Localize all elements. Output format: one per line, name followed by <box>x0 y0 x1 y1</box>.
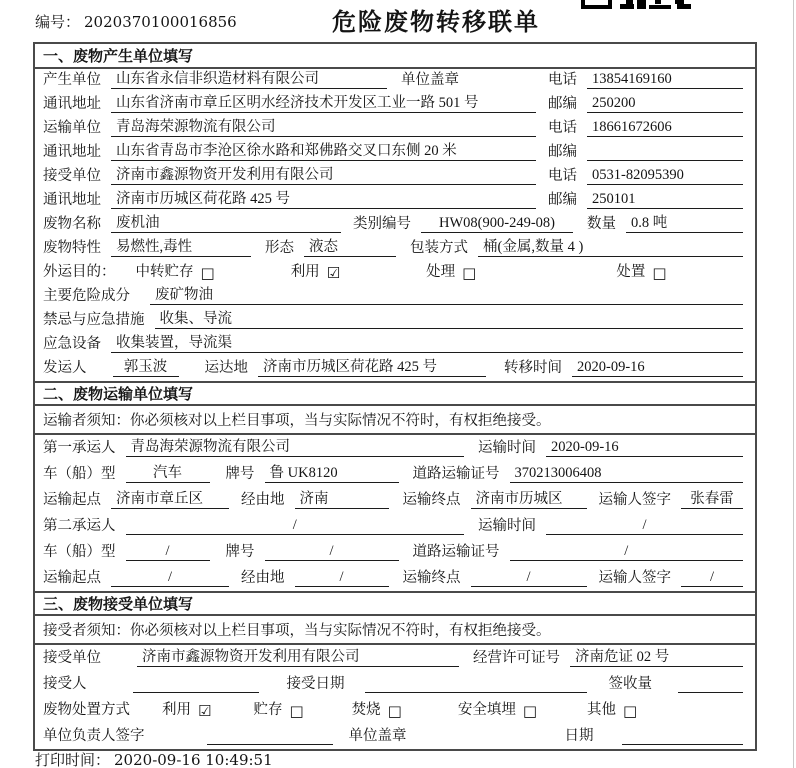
receiver-label: 接受单位 <box>43 168 101 184</box>
emergency-measures-value: 收集、导流 <box>155 307 744 329</box>
recipient-label: 接受人 <box>43 676 87 692</box>
disposal-method-label: 废物处置方式 <box>43 702 130 718</box>
row-vehicle1 <box>35 461 755 487</box>
transporter-address-value: 山东省青岛市李沧区徐水路和郑佛路交叉口东侧 20 米 <box>111 139 536 161</box>
checkbox-reuse: ☑ <box>326 264 341 282</box>
receiver-zip-value: 250101 <box>587 191 743 209</box>
row-disposal-method <box>35 697 755 723</box>
doc-number <box>35 11 237 32</box>
hazard-component-value: 废矿物油 <box>150 283 743 305</box>
address-label: 通讯地址 <box>43 96 101 112</box>
vehicle-type-label: 车（船）型 <box>43 466 116 482</box>
purpose-option-storage <box>136 260 215 281</box>
option-label: 安全填埋 <box>457 702 516 718</box>
carrier-sign1-value: 张春雷 <box>681 487 743 509</box>
plate-label: 牌号 <box>225 544 255 560</box>
checkbox-treat: □ <box>462 264 477 282</box>
row-responsible-signature <box>35 723 755 749</box>
doc-number-value: 2020370100016856 <box>84 13 237 31</box>
emergency-equipment-label: 应急设备 <box>43 336 101 352</box>
row-waste-character <box>35 237 755 261</box>
endpoint1-value: 济南市历城区 <box>471 487 587 509</box>
origin2-value: / <box>111 569 229 587</box>
option-label: 中转贮存 <box>135 264 194 280</box>
row-receiver-address <box>35 189 755 213</box>
row-producer-unit <box>35 69 755 93</box>
checkbox-storage: □ <box>200 264 215 282</box>
purpose-option-treat <box>426 260 476 281</box>
producer-zip-value: 250200 <box>587 95 743 113</box>
row-emergency-measures <box>35 309 755 333</box>
carrier-sign-label: 运输人签字 <box>598 492 671 508</box>
option-label: 处置 <box>616 264 646 280</box>
producer-address-left <box>43 91 548 113</box>
waste-name-value: 废机油 <box>111 211 341 233</box>
zip-label: 邮编 <box>548 192 577 208</box>
carrier2-left <box>43 514 478 535</box>
zip-label: 邮编 <box>548 96 577 112</box>
row-receiver-notice <box>35 616 755 645</box>
endpoint2-value: / <box>471 569 587 587</box>
purpose-label: 外运目的： <box>43 264 116 280</box>
receive-date-label: 接受日期 <box>286 676 345 692</box>
receiver-left <box>43 163 548 185</box>
qr-code-fragment <box>581 0 691 9</box>
purpose-option-dispose <box>616 260 666 281</box>
date-value <box>622 744 744 745</box>
checkbox-landfill: □ <box>522 702 538 720</box>
row-producer-address <box>35 93 755 117</box>
producer-value: 山东省永信非织造材料有限公司 <box>111 67 387 89</box>
phone-label: 电话 <box>548 72 577 88</box>
receiving-unit-left <box>43 645 473 667</box>
disposal-option-reuse <box>162 698 211 719</box>
purpose-option-reuse <box>291 260 340 281</box>
transporter-address-right <box>548 140 747 161</box>
via-label: 经由地 <box>241 492 285 508</box>
checkbox-incinerate: □ <box>387 702 402 720</box>
carrier1-label: 第一承运人 <box>43 440 116 456</box>
receiver-right <box>548 164 747 185</box>
road-permit-label: 道路运输证号 <box>412 544 500 560</box>
transfer-form <box>33 42 757 751</box>
road-permit1-value: 370213006408 <box>510 465 744 483</box>
row-transporter-notice <box>35 406 755 435</box>
waste-character-value: 易燃性,毒性 <box>111 235 251 257</box>
section3-header: 三、废物接受单位填写 <box>35 591 755 616</box>
row-route1 <box>35 487 755 513</box>
receiving-unit-right <box>473 645 747 667</box>
transporter-right <box>548 116 747 137</box>
transporter-phone-value: 18661672606 <box>587 119 743 137</box>
transporter-label: 运输单位 <box>43 120 101 136</box>
unit-seal-label: 单位盖章 <box>401 72 459 88</box>
row-receiver-unit <box>35 165 755 189</box>
producer-address-value: 山东省济南市章丘区明水经济技术开发区工业一路 501 号 <box>111 91 536 113</box>
receiving-unit-value: 济南市鑫源物资开发利用有限公司 <box>137 645 459 667</box>
transporter-left <box>43 115 548 137</box>
row-transporter-unit <box>35 117 755 141</box>
vehicle-type-label: 车（船）型 <box>43 544 116 560</box>
received-amount-value <box>678 692 743 693</box>
producer-right <box>548 68 747 89</box>
vehicle-type1-value: 汽车 <box>126 461 210 483</box>
transport-time-label: 运输时间 <box>478 440 536 456</box>
endpoint-label: 运输终点 <box>402 492 461 508</box>
waste-name-label: 废物名称 <box>43 216 101 232</box>
emergency-equipment-value: 收集装置，导流渠 <box>111 331 743 353</box>
waste-character-label: 废物特性 <box>43 240 101 256</box>
form-value: 液态 <box>304 235 396 257</box>
transfer-time-label: 转移时间 <box>504 360 562 376</box>
transporter-notice-label: 运输者须知： <box>43 413 130 429</box>
receive-date-value <box>365 692 587 693</box>
packing-label: 包装方式 <box>410 240 468 256</box>
page-title: 危险废物转移联单 <box>332 10 540 36</box>
address-label: 通讯地址 <box>43 144 101 160</box>
checkbox-other: □ <box>623 702 638 720</box>
checkbox-store: □ <box>289 702 304 720</box>
carrier2-right <box>478 514 747 535</box>
producer-label: 产生单位 <box>43 72 101 88</box>
row-waste-name <box>35 213 755 237</box>
via-label: 经由地 <box>241 570 285 586</box>
transport-time-label: 运输时间 <box>478 518 536 534</box>
road-permit-label: 道路运输证号 <box>412 466 500 482</box>
emergency-measures-label: 禁忌与应急措施 <box>43 312 145 328</box>
carrier2-label: 第二承运人 <box>43 518 116 534</box>
producer-left <box>43 67 548 89</box>
row-carrier1 <box>35 435 755 461</box>
carrier2-value: / <box>126 517 465 535</box>
transport-time1-value: 2020-09-16 <box>546 439 743 457</box>
license-label: 经营许可证号 <box>473 650 560 666</box>
quantity-label: 数量 <box>587 216 616 232</box>
disposal-option-other <box>587 698 637 719</box>
shipper-label: 发运人 <box>43 360 87 376</box>
print-time-value: 2020-09-16 10:49:51 <box>114 751 273 768</box>
shipper-value: 郭玉波 <box>113 355 179 377</box>
plate1-value: 鲁 UK8120 <box>265 461 399 483</box>
row-route2 <box>35 565 755 591</box>
option-label: 焚烧 <box>351 702 381 718</box>
checkbox-dispose: □ <box>652 264 667 282</box>
print-time <box>35 749 273 768</box>
road-permit2-value: / <box>510 543 744 561</box>
address-label: 通讯地址 <box>43 192 101 208</box>
recipient-value <box>133 692 259 693</box>
zip-label: 邮编 <box>548 144 577 160</box>
responsible-sign-value <box>207 744 333 745</box>
row-receiving-unit <box>35 645 755 671</box>
producer-phone-value: 13854169160 <box>587 71 743 89</box>
form-label: 形态 <box>265 240 294 256</box>
transport-time2-value: / <box>546 517 743 535</box>
receiver-address-left <box>43 187 548 209</box>
receiver-value: 济南市鑫源物资开发利用有限公司 <box>111 163 536 185</box>
doc-number-label: 编号： <box>35 15 81 31</box>
option-label: 利用 <box>290 264 320 280</box>
disposal-option-store <box>253 698 303 719</box>
row-vehicle2 <box>35 539 755 565</box>
carrier-sign2-value: / <box>681 569 743 587</box>
receiver-notice-text: 你必须核对以上栏目事项，当与实际情况不符时，有权拒绝接受。 <box>130 623 551 639</box>
carrier1-left <box>43 435 478 457</box>
category-code-label: 类别编号 <box>353 216 411 232</box>
row-carrier2 <box>35 513 755 539</box>
transfer-time-value: 2020-09-16 <box>572 359 743 377</box>
received-amount-label: 签收量 <box>608 676 652 692</box>
destination-label: 运达地 <box>204 360 248 376</box>
section1-header: 一、废物产生单位填写 <box>35 44 755 69</box>
receiver-notice-label: 接受者须知： <box>43 623 130 639</box>
row-emergency-equipment <box>35 333 755 357</box>
responsible-sign-label: 单位负责人签字 <box>43 728 145 744</box>
date-label: 日期 <box>564 728 594 744</box>
via2-value: / <box>295 569 389 587</box>
option-label: 贮存 <box>253 702 283 718</box>
producer-address-right <box>548 92 747 113</box>
transporter-address-left <box>43 139 548 161</box>
transporter-value: 青岛海荣源物流有限公司 <box>111 115 536 137</box>
row-transporter-address <box>35 141 755 165</box>
origin-label: 运输起点 <box>43 570 101 586</box>
carrier1-right <box>478 436 747 457</box>
option-label: 利用 <box>162 702 191 718</box>
category-code-value: HW08(900-249-08) <box>421 215 573 233</box>
page-edge-line <box>793 0 794 768</box>
transporter-notice-text: 你必须核对以上栏目事项，当与实际情况不符时，有权拒绝接受。 <box>130 413 551 429</box>
phone-label: 电话 <box>548 168 577 184</box>
option-label: 其他 <box>587 702 617 718</box>
phone-label: 电话 <box>548 120 577 136</box>
packing-value: 桶(金属,数量 4 ) <box>478 235 743 257</box>
row-recipient <box>35 671 755 697</box>
via1-value: 济南 <box>295 487 389 509</box>
hazard-component-label: 主要危险成分 <box>43 288 130 304</box>
row-hazard-component <box>35 285 755 309</box>
print-time-label: 打印时间： <box>35 753 111 768</box>
row-transfer-purpose <box>35 261 755 285</box>
endpoint-label: 运输终点 <box>402 570 461 586</box>
destination-value: 济南市历城区荷花路 425 号 <box>258 355 486 377</box>
checkbox-reuse: ☑ <box>198 702 212 720</box>
receiver-phone-value: 0531-82095390 <box>587 167 743 185</box>
quantity-value: 0.8 吨 <box>626 211 743 233</box>
receiver-address-value: 济南市历城区荷花路 425 号 <box>111 187 536 209</box>
carrier1-value: 青岛海荣源物流有限公司 <box>126 435 465 457</box>
unit-seal-label: 单位盖章 <box>348 728 407 744</box>
receiver-address-right <box>548 188 747 209</box>
plate-label: 牌号 <box>225 466 255 482</box>
option-label: 处理 <box>426 264 456 280</box>
row-shipper <box>35 357 755 381</box>
origin1-value: 济南市章丘区 <box>111 487 229 509</box>
vehicle-type2-value: / <box>126 543 210 561</box>
transporter-zip-value <box>587 160 743 161</box>
license-value: 济南危证 02 号 <box>570 645 743 667</box>
disposal-option-incinerate <box>352 698 402 719</box>
receiving-unit-label: 接受单位 <box>43 650 101 666</box>
origin-label: 运输起点 <box>43 492 101 508</box>
disposal-option-landfill <box>458 698 537 719</box>
carrier-sign-label: 运输人签字 <box>598 570 671 586</box>
plate2-value: / <box>265 543 399 561</box>
section2-header: 二、废物运输单位填写 <box>35 381 755 406</box>
